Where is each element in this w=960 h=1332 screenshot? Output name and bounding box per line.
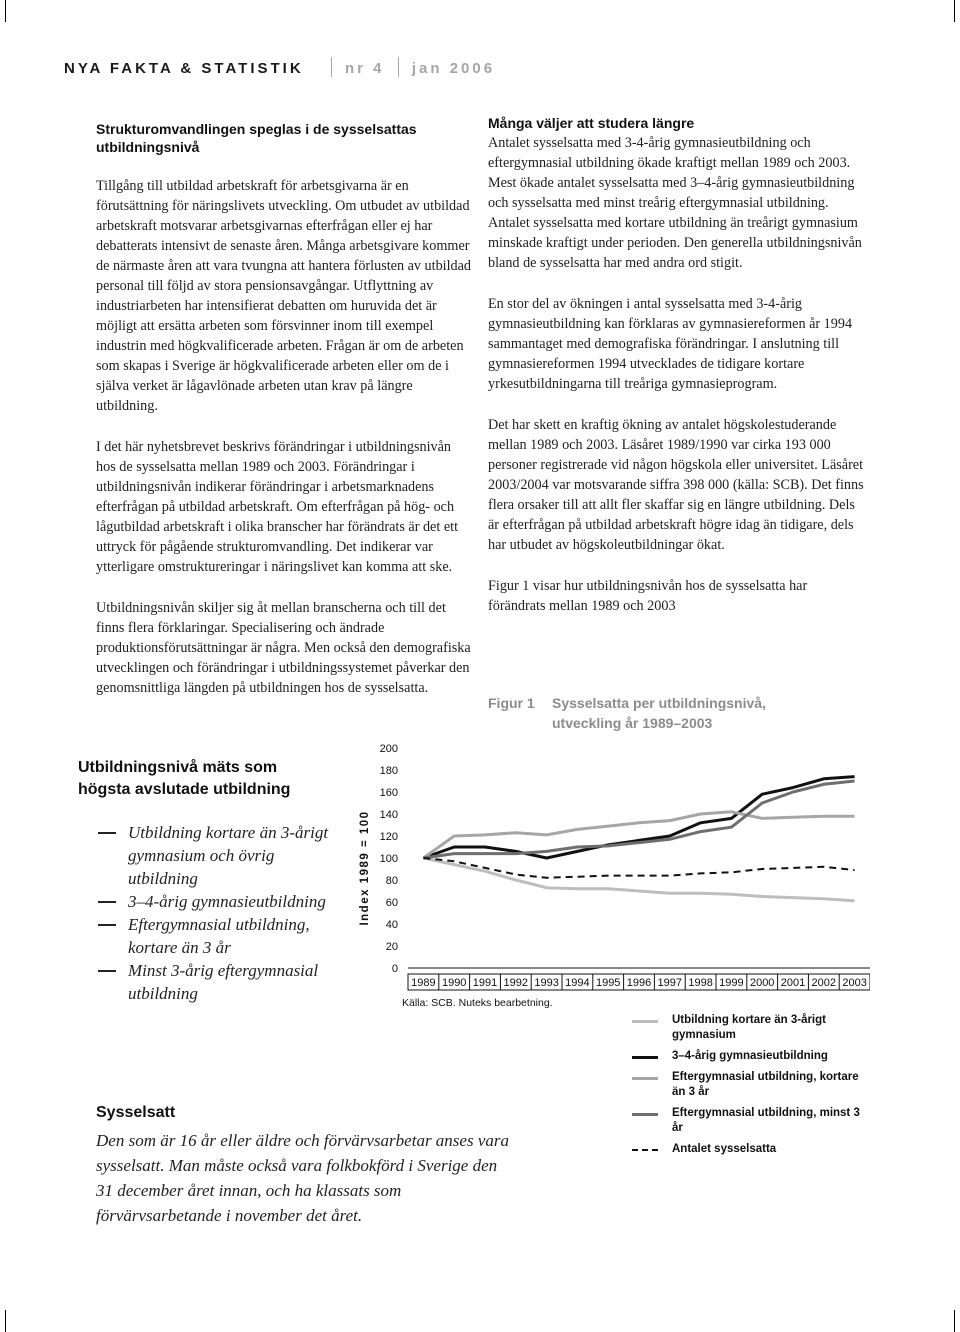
x-tick-label: 1992: [503, 977, 529, 989]
dash-icon: [98, 924, 116, 926]
dash-icon: [98, 832, 116, 834]
y-tick-label: 80: [385, 875, 398, 887]
newsletter-header: [64, 57, 495, 77]
legend-entry: [632, 1106, 872, 1136]
list-item: Utbildning kortare än 3-årigt gymnasium och övrig utbildning: [98, 821, 348, 890]
dash-icon: [98, 970, 116, 972]
y-tick-label: 100: [379, 853, 398, 865]
sysselsatt-definition: Den som är 16 år eller äldre och förvärvsarbetar anses vara sysselsatt. Man måste också vara folkbokförd i Sverige den 31 december året innan, och ha klassats som förvärvsarbetande i november det året.: [96, 1131, 509, 1225]
issue-date: jan 2006: [411, 60, 496, 77]
list-item: Minst 3-årig eftergymnasial utbildning: [98, 959, 348, 1005]
dash-icon: [98, 901, 116, 903]
line-chart: [350, 738, 870, 1018]
x-tick-label: 2000: [749, 977, 775, 989]
legend-entry: [632, 1013, 872, 1043]
definition-box-title: Utbildningsnivå mäts som högsta avslutade utbildning: [78, 759, 291, 798]
right-heading: Många väljer att studera längre: [488, 115, 695, 131]
left-body: [96, 176, 474, 698]
header-separator: [331, 57, 332, 77]
y-tick-label: 200: [379, 743, 398, 755]
y-tick-label: 140: [379, 809, 398, 821]
list-item: 3–4-årig gymnasieutbildning: [98, 890, 348, 913]
legend-swatch: [632, 1077, 658, 1080]
issue-number: nr 4: [345, 60, 385, 77]
x-tick-label: 1999: [719, 977, 744, 989]
header-separator: [398, 57, 399, 77]
crop-mark: [954, 0, 955, 22]
list-item: Eftergymnasial utbildning, kortare än 3 år: [98, 913, 348, 959]
y-axis-label: Index 1989 = 100: [359, 810, 371, 926]
y-tick-label: 120: [379, 831, 398, 843]
y-tick-label: 160: [379, 787, 398, 799]
right-paragraph-2: En stor del av ökningen i antal sysselsatta med 3-4-årig gymnasieutbildning kan förklaras av gymnasiereformen år 1994 sammantaget med demografiska förändringar. I anslutning till gymnasiereformen 1994 utvecklades de tidigare kortare yrkesutbildningarna till treåriga gymnasieprogram.: [488, 296, 853, 392]
legend-swatch: [632, 1149, 658, 1151]
x-tick-label: 1993: [534, 977, 559, 989]
x-tick-label: 1989: [411, 977, 436, 989]
x-tick-label: 1994: [565, 977, 590, 989]
figure-title: Sysselsatta per utbildningsnivå, utveckling år 1989–2003: [552, 695, 766, 731]
crop-mark: [954, 1310, 955, 1332]
series-line-5: [423, 858, 854, 878]
y-tick-label: 20: [385, 941, 398, 953]
legend-swatch: [632, 1056, 658, 1059]
legend-label: Utbildning kortare än 3-årigt gymnasium: [672, 1014, 826, 1041]
left-paragraph-2: I det här nyhetsbrevet beskrivs förändringar i utbildningsnivån hos de sysselsatta mellan 1989 och 2003. Förändringar i utbildningsnivån indikerar förändringar i arbetsmarknadens efterfrågan på utbildad arbetskraft. Om efterfrågan på hög- och lågutbildad arbetskraft i olika branscher har förändrats är det ett uttryck för pågående strukturomvandling. Det indikerar var ytterligare omstruktureringar i näringslivet kan komma att ske.: [96, 439, 459, 575]
left-paragraph-3: Utbildningsnivån skiljer sig åt mellan branscherna och till det finns flera förklaringar. Specialisering och ändrade produktionsförutsättningar är några. Men också den demografiska utvecklingen och förändringar i utbildningssystemet påverkar den genomsnittliga längden på utbildningen hos de sysselsatta.: [96, 600, 471, 696]
x-tick-label: 2001: [780, 977, 806, 989]
x-tick-label: 2002: [811, 977, 837, 989]
legend-label: Eftergymnasial utbildning, minst 3 år: [672, 1107, 860, 1134]
crop-mark: [5, 0, 6, 22]
education-level-list: [98, 821, 348, 1005]
x-tick-label: 1996: [626, 977, 652, 989]
left-paragraph-1: Tillgång till utbildad arbetskraft för arbetsgivarna är en förutsättning för näringslivets utveckling. Om utbudet av utbildad arbetskraft motsvarar arbetsgivarnas efterfrågan eller ej har debatterats intensivt de senaste åren. Många arbetsgivare kommer de närmaste åren att vara tvungna att hantera förlusten av utbildad personal till följd av stora pensionsavgångar. Utflyttning av industriarbeten har intensifierat debatten om huruvida det är möjligt att ersätta arbeten som försvinner inom till exempel industrin med högkvalificerade arbeten. Frågan är om de arbeten som skapas i Sverige är högkvalificerade arbeten eller om de i själva verket är lågavlönade arbeten utan krav på längre utbildning.: [96, 178, 472, 414]
right-paragraph-1: Antalet sysselsatta med 3-4-årig gymnasieutbildning och eftergymnasial utbildning ökade kraftigt mellan 1989 och 2003. Mest ökade antalet sysselsatta med 3–4-årig gymnasieutbildning och sysselsatta med minst treårig eftergymnasial utbildning. Antalet sysselsatta med kortare utbildning än treårigt gymnasium minskade kraftigt under perioden. Den generella utbildningsnivån bland de sysselsatta har med andra ord stigit.: [488, 135, 862, 271]
x-tick-label: 1990: [441, 977, 467, 989]
right-paragraph-4: Figur 1 visar hur utbildningsnivån hos de sysselsatta har förändrats mellan 1989 och 2003: [488, 578, 808, 614]
legend-swatch: [632, 1113, 658, 1116]
y-tick-label: 60: [385, 897, 398, 909]
y-tick-label: 180: [379, 765, 398, 777]
chart-legend: [632, 1013, 872, 1163]
x-tick-label: 1998: [688, 977, 713, 989]
y-tick-label: 0: [391, 963, 398, 975]
legend-label: Eftergymnasial utbildning, kortare än 3 år: [672, 1071, 859, 1098]
legend-label: 3–4-årig gymnasieutbildning: [672, 1050, 828, 1062]
definition-box: [78, 757, 348, 1005]
left-heading: Strukturomvandlingen speglas i de sysselsattas utbildningsnivå: [96, 121, 417, 155]
sysselsatt-title: Sysselsatt: [96, 1104, 176, 1121]
chart-source: Källa: SCB. Nuteks bearbetning.: [402, 997, 553, 1009]
right-paragraph-3: Det har skett en kraftig ökning av antalet högskolestuderande mellan 1989 och 2003. Läsåret 1989/1990 var cirka 193 000 personer registrerade vid någon högskola eller universitet. Läsåret 2003/2004 var motsvarande siffra 398 000 (källa: SCB). Det finns flera orsaker till att allt fler skaffar sig en längre utbildning. Dels är efterfrågan på utbildad arbetskraft högre idag än tidigare, dels har utbudet av högskoleutbildningar ökat.: [488, 417, 864, 553]
series-line-3: [423, 812, 854, 858]
x-tick-label: 2003: [842, 977, 867, 989]
newsletter-title: NYA FAKTA & STATISTIK: [64, 60, 304, 77]
x-tick-label: 1991: [472, 977, 498, 989]
series-line-1: [423, 858, 854, 901]
figure-label: Figur 1: [488, 695, 535, 711]
legend-label: Antalet sysselsatta: [672, 1143, 777, 1155]
y-tick-label: 40: [385, 919, 398, 931]
legend-entry: [632, 1142, 872, 1157]
legend-entry: [632, 1070, 872, 1100]
right-body: [488, 133, 868, 616]
x-tick-label: 1995: [595, 977, 621, 989]
x-tick-label: 1997: [657, 977, 683, 989]
legend-swatch: [632, 1020, 658, 1023]
crop-mark: [5, 1310, 6, 1332]
legend-entry: [632, 1049, 872, 1064]
